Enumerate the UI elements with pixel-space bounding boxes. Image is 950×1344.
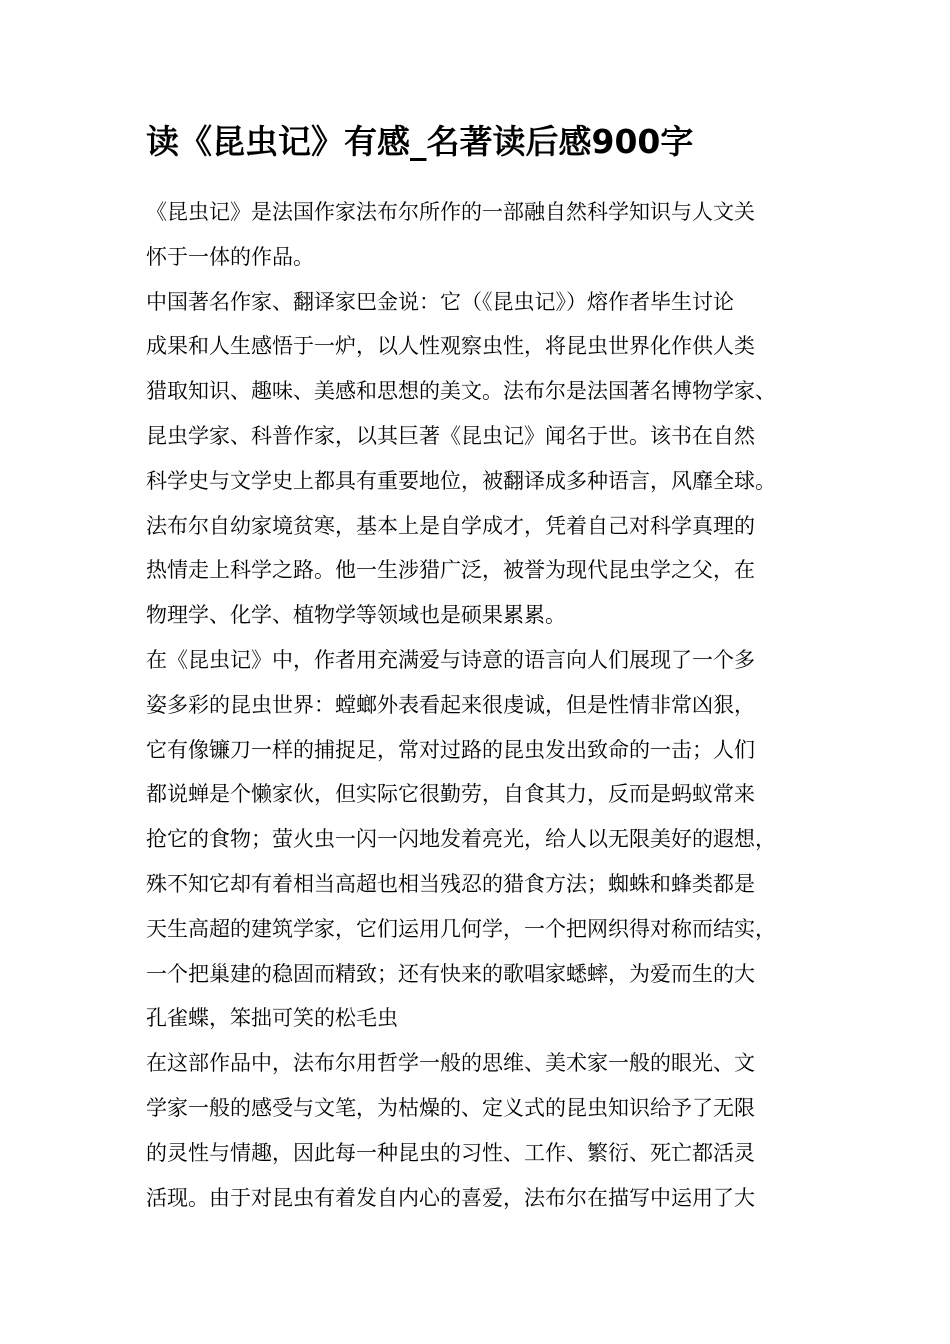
text-line: 学家一般的感受与文笔，为枯燥的、定义式的昆虫知识给予了无限 [146,1095,755,1120]
document-title: 读《昆虫记》有感_名著读后感900字 [146,122,694,161]
text-line: 怀于一体的作品。 [146,244,314,269]
text-line: 孔雀蝶，笨拙可笑的松毛虫 [146,1006,398,1031]
text-line: 的灵性与情趣，因此每一种昆虫的习性、工作、繁衍、死亡都活灵 [146,1140,755,1165]
text-line: 天生高超的建筑学家，它们运用几何学，一个把网织得对称而结实， [146,916,776,941]
text-line: 热情走上科学之路。他一生涉猎广泛，被誉为现代昆虫学之父，在 [146,558,755,583]
document-body [146,190,822,1220]
text-line: 科学史与文学史上都具有重要地位，被翻译成多种语言，风靡全球。 [146,468,776,493]
text-line: 在《昆虫记》中，作者用充满爱与诗意的语言向人们展现了一个多 [146,647,755,672]
text-line: 在这部作品中，法布尔用哲学一般的思维、美术家一般的眼光、文 [146,1051,755,1076]
text-line: 中国著名作家、翻译家巴金说：它（《昆虫记》）熔作者毕生讨论 [146,289,734,314]
text-line: 法布尔自幼家境贫寒，基本上是自学成才，凭着自己对科学真理的 [146,513,755,538]
text-line: 物理学、化学、植物学等领域也是硕果累累。 [146,603,566,628]
text-line: 抢它的食物；萤火虫一闪一闪地发着亮光，给人以无限美好的遐想， [146,827,776,852]
text-line: 它有像镰刀一样的捕捉足，常对过路的昆虫发出致命的一击；人们 [146,737,755,762]
text-line: 成果和人生感悟于一炉，以人性观察虫性，将昆虫世界化作供人类 [146,334,755,359]
text-line: 殊不知它却有着相当高超也相当残忍的猎食方法；蜘蛛和蜂类都是 [146,871,755,896]
text-line: 昆虫学家、科普作家，以其巨著《昆虫记》闻名于世。该书在自然 [146,423,755,448]
text-line: 活现。由于对昆虫有着发自内心的喜爱，法布尔在描写中运用了大 [146,1185,755,1210]
text-line: 姿多彩的昆虫世界：螳螂外表看起来很虔诚，但是性情非常凶狠， [146,692,755,717]
text-line: 一个把巢建的稳固而精致；还有快来的歌唱家蟋蟀，为爱而生的大 [146,961,755,986]
text-line: 都说蝉是个懒家伙，但实际它很勤劳，自食其力，反而是蚂蚁常来 [146,782,755,807]
text-line: 猎取知识、趣味、美感和思想的美文。法布尔是法国著名博物学家、 [146,379,776,404]
text-line: 《昆虫记》是法国作家法布尔所作的一部融自然科学知识与人文关 [146,200,755,224]
